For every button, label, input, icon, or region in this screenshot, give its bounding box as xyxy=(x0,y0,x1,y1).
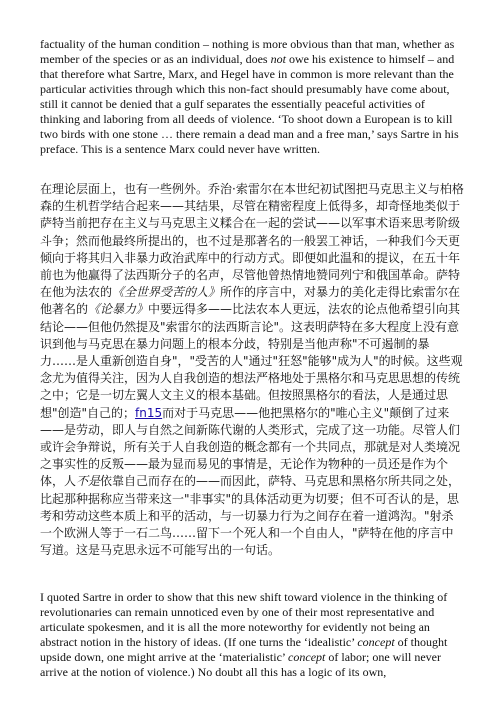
footnote-link-fn15[interactable]: fn15 xyxy=(135,405,163,420)
text-run: 中要远得多——比法农本人更远，法农的论点他希望引向其结论——但他仍然提及"索雷尔的法西斯言论"。这表明萨特在多大程度上没有意识到他与马克思在暴力问题上的根本分歧，特别是当他声称"不可遏制的暴力……是人重新创造自身"，"受苦的人"通过"狂怒"能够"成为人"的时候。这些观念尤为值得关注，因为人自我创造的想法严格地处于黑格尔和马克思思想的传统之中；它是一切左翼人文主义的根本基础。但按照黑格尔的看法，人是通过思想"创造"自己的； xyxy=(40,302,463,420)
emphasis-not: not xyxy=(270,52,286,66)
emphasis-concept: concept xyxy=(357,635,395,649)
text-run: I quoted Sartre in order to show that this new shift toward violence in the thinking of revolutionaries can remain unnoticed even by one of their most representative and articulate spokesmen, and it is all the more noteworthy for evidently not being an abstract notion in the history of ideas. (If one turns the ‘idealistic’ xyxy=(40,590,448,649)
text-run: owe his existence to himself – and that therefore what Sartre, Marx, and Hegel have in common is more relevant than the particular activities through which this non-fact should presumably have come about, still it cannot be denied that a gulf separates the essentially peaceful activities of thinking and laboring from all deeds of violence. ‘To shoot down a European is to kill two birds with one stone … there remain a dead man and a free man,’ says Sartre in his preface. This is a sentence Marx could never have written. xyxy=(40,52,459,156)
english-paragraph-1 xyxy=(40,37,464,157)
english-paragraph-2 xyxy=(40,590,464,680)
text-run: 而对于马克思——他把黑格尔的"唯心主义"颠倒了过来——是劳动，即人与自然之间新陈代谢的人类形式，完成了这一功能。尽管人们或许会争辩说，所有关于人自我创造的概念都有一个共同点，那就是对人类境况之事实性的反叛——最为显而易见的事情是，无论作为物种的一员还是作为个体，人 xyxy=(40,405,461,489)
book-title-reflections-on-violence: 《论暴力》 xyxy=(88,302,149,317)
text-run: 依靠自己而存在的——而因此，萨特、马克思和黑格尔所共同之处，比起那种据称应当带来这一"非事实"的具体活动更为切要；但不可否认的是，思考和劳动这些本质上和平的活动，与一切暴力行为之间存在着一道鸿沟。"射杀一个欧洲人等于一石二鸟……留下一个死人和一个自由人，"萨特在他的序言中写道。这是马克思永远不可能写出的一句话。 xyxy=(40,474,461,558)
text-run: 所作的序言中，对暴力的美化走得比索雷尔在他著名的 xyxy=(40,285,461,317)
text-run: of thought upside down, one might arrive at the ‘materialistic’ xyxy=(40,635,448,664)
text-run: 在理论层面上，也有一些例外。乔治·索雷尔在本世纪初试图把马克思主义与柏格森的生机哲学结合起来——其结果，尽管在精密程度上低得多，却奇怪地类似于萨特当前把存在主义与马克思主义糅合在一起的尝试——以军事术语来思考阶级斗争；然而他最终所提出的，也不过是那著名的一般罢工神话，一种我们今天更倾向于将其归入非暴力政治武库中的行动方式。即便如此温和的提议，在五十年前也为他赢得了法西斯分子的名声，尽管他曾热情地赞同列宁和俄国革命。萨特在他为法农的 xyxy=(40,182,464,300)
emphasis-concept: concept xyxy=(288,650,326,664)
chinese-paragraph xyxy=(40,181,464,559)
emphasis-not-cn: 不是 xyxy=(76,474,101,489)
text-run: of labor; one will never arrive at the notion of violence.) No doubt all this has a logic of its own, xyxy=(40,650,441,679)
book-title-wretched-of-the-earth: 《全世界受苦的人》 xyxy=(112,285,221,300)
text-run: factuality of the human condition – nothing is more obvious than that man, whether as member of the species or as an individual, does xyxy=(40,37,455,66)
